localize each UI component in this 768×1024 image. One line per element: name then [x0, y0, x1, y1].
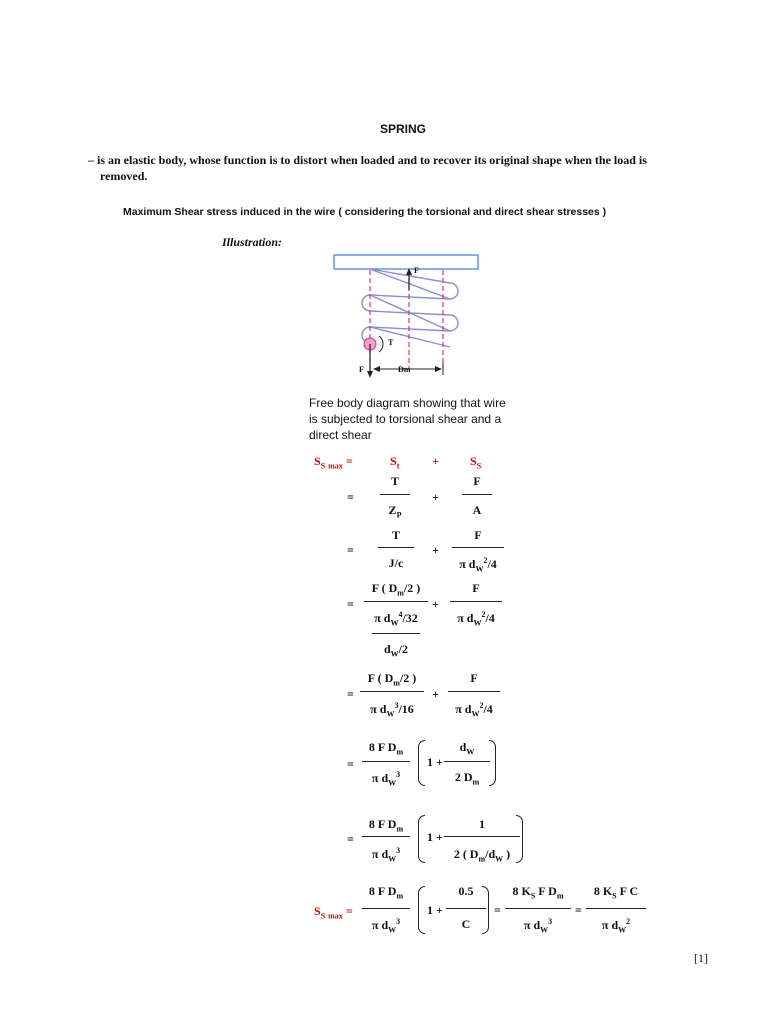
eq-plus-3: + [432, 597, 439, 611]
eq-row5-num1: 8 F $D_m$ [368, 740, 404, 757]
frac-bar [444, 761, 490, 762]
eq-sign-5: = [347, 757, 354, 771]
figure-label-t: T [388, 338, 394, 347]
eq-row7-den3: π $d_W^3$ [523, 917, 553, 935]
eq-row3-den1: π $d_W^4/32$ [374, 610, 418, 628]
frac-bar [462, 494, 492, 495]
eq-row4-den2: π $d_W^2/4$ [455, 701, 493, 719]
eq-row6-den1: π $d_W^3$ [371, 846, 401, 864]
figure-label-f-top: F [414, 266, 419, 275]
eq-row7-num1: 8 F $D_m$ [368, 884, 404, 901]
eq-row3-den2: π $d_W^2/4$ [457, 610, 495, 628]
eq-sign-6: = [347, 832, 354, 846]
page-number: [1] [694, 951, 708, 965]
eq-row5-num2: $d_W$ [459, 740, 475, 757]
page-title: SPRING [380, 122, 427, 136]
frac-bar [360, 691, 424, 692]
eq-row1-den2: A [472, 503, 482, 517]
caption-line-3: direct shear [309, 428, 372, 442]
bracket-left [418, 815, 425, 863]
frac-bar [505, 908, 571, 909]
eq-row6-den2: 2 ( $D_m/d_W$ ) [453, 847, 511, 864]
frac-bar [586, 908, 646, 909]
eq-row2-num1: T [391, 528, 400, 542]
eq-row4-num2: F [470, 671, 478, 685]
eq-sign-4: = [347, 687, 354, 701]
eq-row4-num1: F ( $D_m/2$ ) [367, 671, 417, 688]
figure-label-dm: Dm [398, 365, 411, 374]
eq-row2-num2: F [474, 528, 482, 542]
eq-lhs-7: $S_S$ $_{max}$ = [314, 904, 353, 921]
eq-row2-den1: J/c [388, 556, 404, 570]
eq-row2-den2: π $d_W^2/4$ [459, 556, 497, 574]
bracket-left [418, 886, 425, 934]
eq-lhs-0: $S_S$ $_{max}$ = [314, 454, 353, 471]
frac-bar [362, 761, 410, 762]
section-heading: Maximum Shear stress induced in the wire ( considering the torsional and direct shear stresses ) [123, 206, 607, 218]
eq-row1-num2: F [473, 474, 481, 488]
eq-row0-st: $S_t$ [390, 454, 400, 471]
eq-row5-oneplus: 1 + [427, 755, 443, 769]
eq-row7-den4: π $d_W^2$ [601, 917, 631, 935]
spring-figure [325, 250, 485, 380]
frac-bar [364, 601, 428, 602]
spring-coils [362, 269, 458, 347]
eq-row7-num2: 0.5 [458, 884, 474, 898]
caption-line-1: Free body diagram showing that wire [309, 396, 506, 410]
eq-row6-oneplus: 1 + [427, 830, 443, 844]
eq-sign-2: = [347, 543, 354, 557]
eq-plus-1: + [432, 490, 439, 504]
frac-bar [362, 836, 410, 837]
eq-sign-3: = [347, 597, 354, 611]
frac-bar [380, 494, 410, 495]
frac-bar [448, 691, 500, 692]
figure-caption [309, 395, 506, 443]
eq-row5-den1: π $d_W^3$ [371, 770, 401, 788]
centerlines [370, 270, 443, 368]
eq-row0-plus: + [432, 454, 439, 468]
frac-bar [444, 836, 520, 837]
frac-bar [452, 547, 504, 548]
bracket-right [482, 886, 489, 934]
caption-line-2: is subjected to torsional shear and a [309, 412, 502, 426]
frac-bar [378, 547, 414, 548]
bracket-right [516, 815, 523, 863]
torque-arrow [379, 336, 383, 352]
eq-row6-num2: 1 [479, 817, 485, 831]
illustration-label: Illustration: [222, 235, 283, 249]
bracket-right [489, 740, 496, 786]
eq-row3-num2: F [472, 581, 480, 595]
eq-row4-den1: π $d_W^3/16$ [370, 701, 414, 719]
figure-label-f-bottom: F [359, 365, 364, 374]
eq-row7-den1: π $d_W^3$ [371, 917, 401, 935]
eq-row1-den1: $Z_P$ [388, 503, 402, 520]
intro-line-1: – is an elastic body, whose function is to distort when loaded and to recover its original shape when the load is [88, 153, 647, 167]
frac-bar [362, 908, 410, 909]
eq-row6-num1: 8 F $D_m$ [368, 817, 404, 834]
eq-sign-7a: = [494, 903, 501, 917]
eq-row3-den1b: $d_W/2$ [383, 642, 409, 659]
spring-support-plate [334, 255, 478, 269]
intro-line-2: removed. [100, 169, 148, 183]
eq-row7-num3: 8 $K_S$ F $D_m$ [512, 884, 564, 901]
eq-row1-num1: T [390, 474, 399, 488]
bracket-left [418, 740, 425, 786]
frac-bar [372, 633, 420, 634]
eq-sign-7b: = [575, 903, 582, 917]
eq-row0-ss: $S_S$ [470, 454, 482, 471]
eq-plus-4: + [432, 687, 439, 701]
eq-plus-2: + [432, 543, 439, 557]
eq-row5-den2: 2 $D_m$ [454, 770, 480, 787]
eq-row3-num1: F ( $D_m/2$ ) [371, 581, 421, 598]
eq-row7-den2: C [461, 917, 471, 931]
eq-row7-num4: 8 $K_S$ F C [593, 884, 639, 901]
frac-bar [450, 601, 502, 602]
eq-row7-oneplus: 1 + [427, 903, 443, 917]
eq-sign-1: = [347, 490, 354, 504]
frac-bar [446, 908, 486, 909]
